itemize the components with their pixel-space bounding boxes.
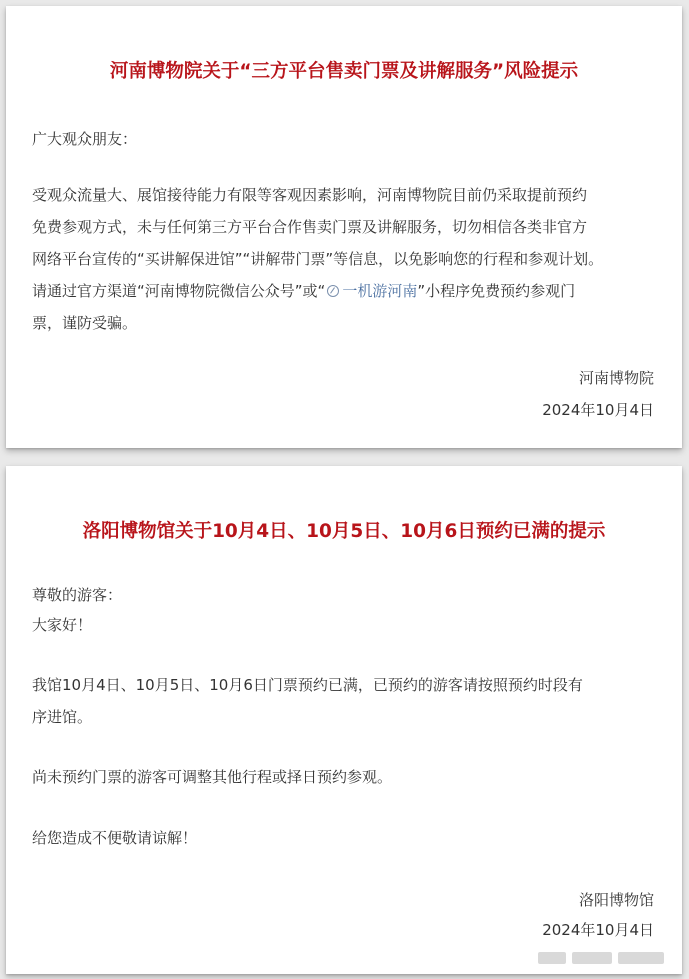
body-line: 网络平台宣传的“买讲解保进馆”“讲解带门票”等信息，以免影响您的行程和参观计划。 [32,250,604,268]
notice-card-luoyang [6,466,682,974]
mini-program-link-text: 一机游河南 [342,282,418,300]
body-line: 票，谨防受骗。 [32,314,138,332]
body-line-with-link [32,280,575,301]
notice-title: 洛阳博物馆关于10月4日、10月5日、10月6日预约已满的提示 [82,521,606,542]
notice-title: 河南博物院关于“三方平台售卖门票及讲解服务”风险提示 [109,61,579,82]
body-text: 请通过官方渠道“河南博物院微信公众号”或“ [32,282,326,300]
body-line: 受观众流量大、展馆接待能力有限等客观因素影响，河南博物院目前仍采取提前预约 [32,186,588,204]
body-line: 序进馆。 [32,708,93,726]
watermark [538,948,668,968]
mini-program-link[interactable] [325,282,417,300]
body-line: 给您造成不便敬请谅解！ [32,829,198,847]
link-icon [327,285,339,297]
signature-date: 2024年10月4日 [542,921,654,939]
signature-org: 洛阳博物馆 [578,891,654,909]
greeting: 广大观众朋友： [32,130,138,148]
greeting: 尊敬的游客： [32,586,123,604]
body-line: 尚未预约门票的游客可调整其他行程或择日预约参观。 [32,768,393,786]
notice-card-henan [6,6,682,448]
signature-org: 河南博物院 [578,369,654,387]
signature-date: 2024年10月4日 [542,401,654,419]
body-line: 免费参观方式，未与任何第三方平台合作售卖门票及讲解服务，切勿相信各类非官方 [32,218,588,236]
hello-line: 大家好！ [32,616,93,634]
body-line: 我馆10月4日、10月5日、10月6日门票预约已满，已预约的游客请按照预约时段有 [32,676,583,694]
body-text: ”小程序免费预约参观门 [417,282,576,300]
